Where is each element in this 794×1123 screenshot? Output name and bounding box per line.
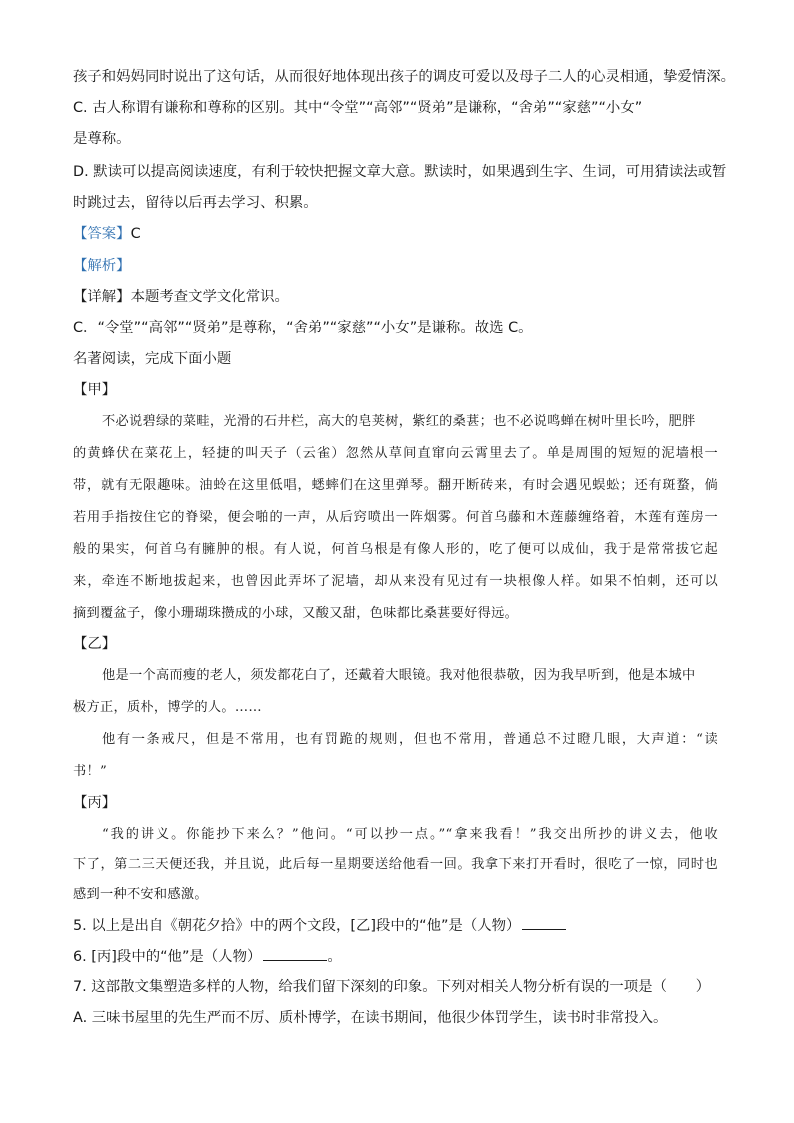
question-6-end: 。 (327, 949, 342, 965)
option-c-line-1: C. 古人称谓有谦称和尊称的区别。其中“令堂”“高邻”“贤弟”是谦称，“舍弟”“家慈”“小女” (73, 100, 643, 116)
yi-paragraph-line: 他是一个高而瘦的老人，须发都花白了，还戴着大眼镜。我对他很恭敬，因为我早听到，他是本城中 (102, 668, 696, 683)
detail-line: 【详解】本题考查文学文化常识。 (73, 289, 289, 305)
jia-paragraph-line: 摘到覆盆子，像小珊瑚珠攒成的小球，又酸又甜，色味都比桑葚要好得远。 (73, 606, 519, 621)
reading-title: 名著阅读，完成下面小题 (73, 351, 232, 367)
answer-blank[interactable] (263, 946, 327, 961)
answer-blank[interactable] (522, 915, 566, 930)
bing-paragraph-line: 下了，第二三天便还我，并且说，此后每一星期要送给他看一回。我拿下来打开看时，很吃了一惊，同时也 (73, 857, 718, 872)
option-c-line-2: 是尊称。 (73, 131, 131, 147)
section-bing-label: 【丙】 (73, 795, 117, 811)
bing-paragraph-line: “我的讲义。你能抄下来么？”他问。“可以抄一点。”“拿来我看！”我交出所抄的讲义去，他收 (102, 827, 718, 842)
explanation-line: 孩子和妈妈同时说出了这句话，从而很好地体现出孩子的调皮可爱以及母子二人的心灵相通，挚爱情深。 (73, 69, 735, 85)
detail-c-line: C．“令堂”“高邻”“贤弟”是尊称，“舍弟”“家慈”“小女”是谦称。故选 C。 (73, 320, 533, 336)
jia-paragraph-line: 不必说碧绿的菜畦，光滑的石井栏，高大的皂荚树，紫红的桑葚；也不必说鸣蝉在树叶里长吟，肥胖 (102, 414, 696, 429)
option-d-line-2: 时跳过去，留待以后再去学习、积累。 (73, 195, 318, 211)
jia-paragraph-line: 带，就有无限趣味。油蛉在这里低唱，蟋蟀们在这里弹琴。翻开断砖来，有时会遇见蜈蚣；还有斑蝥，倘 (73, 478, 718, 493)
question-7-option-a: A. 三味书屋里的先生严而不厉、质朴博学，在读书期间，他很少体罚学生，读书时非常投入。 (73, 1010, 668, 1026)
jia-paragraph-line: 般的果实，何首乌有臃肿的根。有人说，何首乌根是有像人形的，吃了便可以成仙，我于是常常拔它起 (73, 542, 718, 557)
question-7: 7. 这部散文集塑造多样的人物，给我们留下深刻的印象。下列对相关人物分析有误的一项是（ ） (73, 979, 711, 995)
jia-paragraph-line: 来，牵连不断地拔起来，也曾因此弄坏了泥墙，却从来没有见过有一块根像人样。如果不怕刺，还可以 (73, 574, 718, 589)
section-jia-label: 【甲】 (73, 382, 117, 398)
section-yi-label: 【乙】 (73, 636, 117, 652)
question-6 (73, 946, 723, 967)
yi-paragraph-line: 极方正，质朴，博学的人。…… (73, 700, 262, 715)
answer-tag: 【答案】 (73, 226, 131, 242)
question-5 (73, 915, 723, 936)
jia-paragraph-line: 的黄蜂伏在菜花上，轻捷的叫天子（云雀）忽然从草间直窜向云霄里去了。单是周围的短短的泥墙根一 (73, 446, 718, 461)
question-5-text: 5. 以上是出自《朝花夕拾》中的两个文段，[乙]段中的“他”是（人物） (73, 918, 521, 934)
answer-line (73, 224, 723, 244)
answer-value: C (130, 226, 141, 242)
analysis-line (73, 256, 723, 276)
jia-paragraph-line: 若用手指按住它的脊梁，便会啪的一声，从后窍喷出一阵烟雾。何首乌藤和木莲藤缠络着，木莲有莲房一 (73, 510, 718, 525)
yi-paragraph-line: 他有一条戒尺，但是不常用，也有罚跪的规则，但也不常用，普通总不过瞪几眼，大声道：“读 (102, 732, 718, 747)
yi-paragraph-line: 书！” (73, 764, 108, 779)
analysis-tag: 【解析】 (73, 258, 131, 274)
bing-paragraph-line: 感到一种不安和感激。 (73, 887, 208, 902)
option-d-line-1: D. 默读可以提高阅读速度，有利于较快把握文章大意。默读时，如果遇到生字、生词，可用猜读法或暂 (73, 164, 727, 180)
question-6-text: 6. [丙]段中的“他”是（人物） (73, 949, 262, 965)
